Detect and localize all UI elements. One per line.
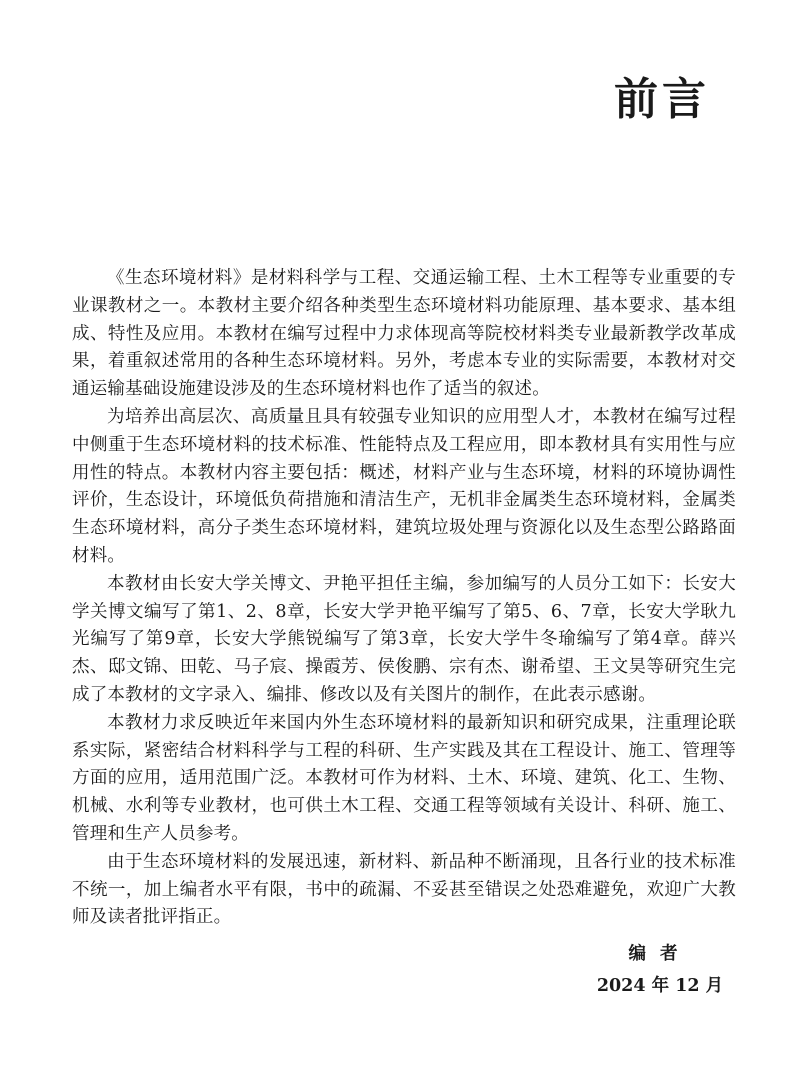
paragraph-2: 为培养出高层次、高质量且具有较强专业知识的应用型人才，本教材在编写过程中侧重于生态环境材料的技术标准、性能特点及工程应用，即本教材具有实用性与应用性的特点。本教材内容主要包括：概述，材料产业与生态环境，材料的环境协调性评价，生态设计，环境低负荷措施和清洁生产，无机非金属类生态环境材料，金属类生态环境材料，高分子类生态环境材料，建筑垃圾处理与资源化以及生态型公路路面材料。: [72, 406, 736, 566]
paragraph-3: 本教材由长安大学关博文、尹艳平担任主编，参加编写的人员分工如下：长安大学关博文编写了第1、2、8章，长安大学尹艳平编写了第5、6、7章，长安大学耿九光编写了第9章，长安大学熊锐编写了第3章，长安大学牛冬瑜编写了第4章。薛兴杰、邸文锦、田乾、马子宸、操霞芳、侯俊鹏、宗有杰、谢希望、王文昊等研究生完成了本教材的文字录入、编排、修改以及有关图片的制作，在此表示感谢。: [72, 573, 736, 705]
paragraph-5: 由于生态环境材料的发展迅速，新材料、新品种不断涌现，且各行业的技术标准不统一，加上编者水平有限，书中的疏漏、不妥甚至错误之处恐难避免，欢迎广大教师及读者批评指正。: [72, 851, 736, 928]
paragraph-1: 《生态环境材料》是材料科学与工程、交通运输工程、土木工程等专业重要的专业课教材之一。本教材主要介绍各种类型生态环境材料功能原理、基本要求、基本组成、特性及应用。本教材在编写过程中力求体现高等院校材料类专业最新教学改革成果，着重叙述常用的各种生态环境材料。另外，考虑本专业的实际需要，本教材对交通运输基础设施建设涉及的生态环境材料也作了适当的叙述。: [72, 268, 736, 400]
preface-body: [72, 265, 736, 932]
signature-author: 编者: [628, 944, 692, 964]
signature-block: [580, 938, 740, 1002]
page-title: 前言: [614, 74, 710, 125]
paragraph-4: 本教材力求反映近年来国内外生态环境材料的最新知识和研究成果，注重理论联系实际，紧密结合材料科学与工程的科研、生产实践及其在工程设计、施工、管理等方面的应用，适用范围广泛。本教材可作为材料、土木、环境、建筑、化工、生物、机械、水利等专业教材，也可供土木工程、交通工程等领域有关设计、科研、施工、管理和生产人员参考。: [72, 712, 736, 844]
signature-date: 2024 年 12 月: [596, 976, 724, 996]
